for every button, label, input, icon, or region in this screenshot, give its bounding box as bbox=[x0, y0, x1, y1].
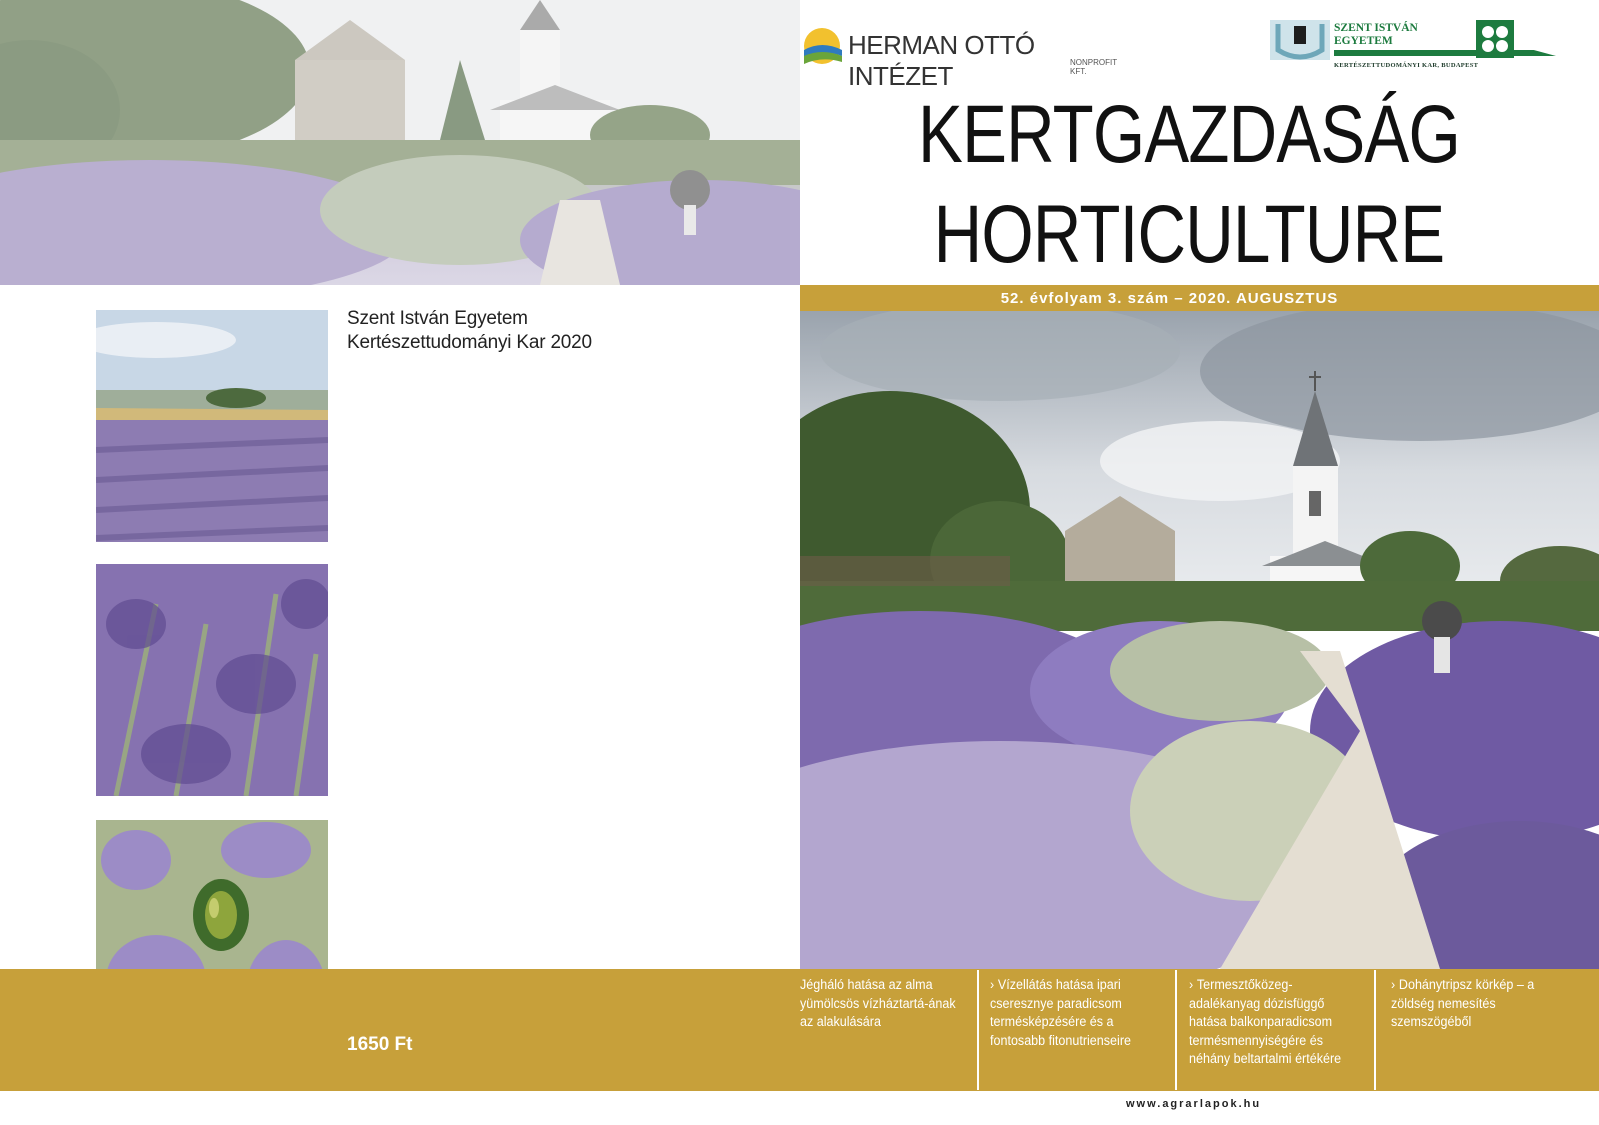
issue-info-bar bbox=[800, 285, 1599, 311]
szie-name-line-2: EGYETEM bbox=[1334, 35, 1393, 47]
front-cover-photo bbox=[800, 311, 1599, 969]
herman-sub: NONPROFIT KFT. bbox=[1070, 58, 1117, 76]
lavender-closeup-thumbnail bbox=[96, 564, 328, 796]
article-teaser-3[interactable] bbox=[1189, 976, 1356, 1069]
institution-line-2: Kertészettudományi Kar 2020 bbox=[347, 332, 592, 353]
article-2-text: Vízellátás hatása ipari cseresznye paradicsom termésképzésére és a fontosabb fitonutrienseire bbox=[990, 977, 1131, 1048]
szie-clover-icon bbox=[1476, 20, 1514, 63]
back-cover-header-photo bbox=[0, 0, 800, 285]
back-cover-footer-band bbox=[0, 969, 800, 1091]
szie-name-line-1: SZENT ISTVÁN bbox=[1334, 22, 1418, 34]
article-4-text: Dohánytripsz körkép – a zöldség nemesítés szemszögéből bbox=[1391, 977, 1535, 1029]
article-divider bbox=[1374, 970, 1376, 1090]
website-link[interactable]: www.agrarlapok.hu bbox=[1126, 1098, 1262, 1110]
chevron-right-icon: › bbox=[1189, 977, 1194, 992]
back-cover-institution bbox=[347, 307, 592, 355]
szie-faculty: KERTÉSZETTUDOMÁNYI KAR, BUDAPEST bbox=[1334, 62, 1479, 69]
institution-line-1: Szent István Egyetem bbox=[347, 308, 528, 329]
szie-crest-icon bbox=[1270, 20, 1330, 65]
article-divider bbox=[977, 970, 979, 1090]
article-3-text: Termesztőközeg-adalékanyag dózisfüggő hatása balkonparadicsom termésmennyiségére és néhány beltartalmi értékére bbox=[1189, 977, 1342, 1066]
herman-name: HERMAN OTTÓ INTÉZET bbox=[848, 30, 1035, 91]
chevron-right-icon: › bbox=[990, 977, 995, 992]
szie-logo bbox=[1270, 18, 1560, 73]
article-teaser-4[interactable] bbox=[1391, 976, 1558, 1032]
issue-info: 52. évfolyam 3. szám – 2020. AUGUSZTUS bbox=[1000, 289, 1339, 307]
chevron-right-icon: › bbox=[1391, 977, 1396, 992]
article-teaser-1[interactable] bbox=[800, 976, 956, 1032]
magazine-title-english: HORTICULTURE bbox=[933, 189, 1445, 280]
herman-otto-logo bbox=[802, 22, 1132, 91]
article-1-text: Jégháló hatása az alma yümölcsös vízháztartá-ának az alakulására bbox=[800, 977, 956, 1029]
szie-green-stripe bbox=[1334, 50, 1556, 56]
herman-logo-icon bbox=[802, 26, 844, 71]
magazine-title-hungarian: KERTGAZDASÁG bbox=[918, 89, 1460, 180]
lavender-field-thumbnail bbox=[96, 310, 328, 542]
article-divider bbox=[1175, 970, 1177, 1090]
article-teaser-2[interactable] bbox=[990, 976, 1157, 1050]
price-label: 1650 Ft bbox=[347, 1034, 413, 1055]
